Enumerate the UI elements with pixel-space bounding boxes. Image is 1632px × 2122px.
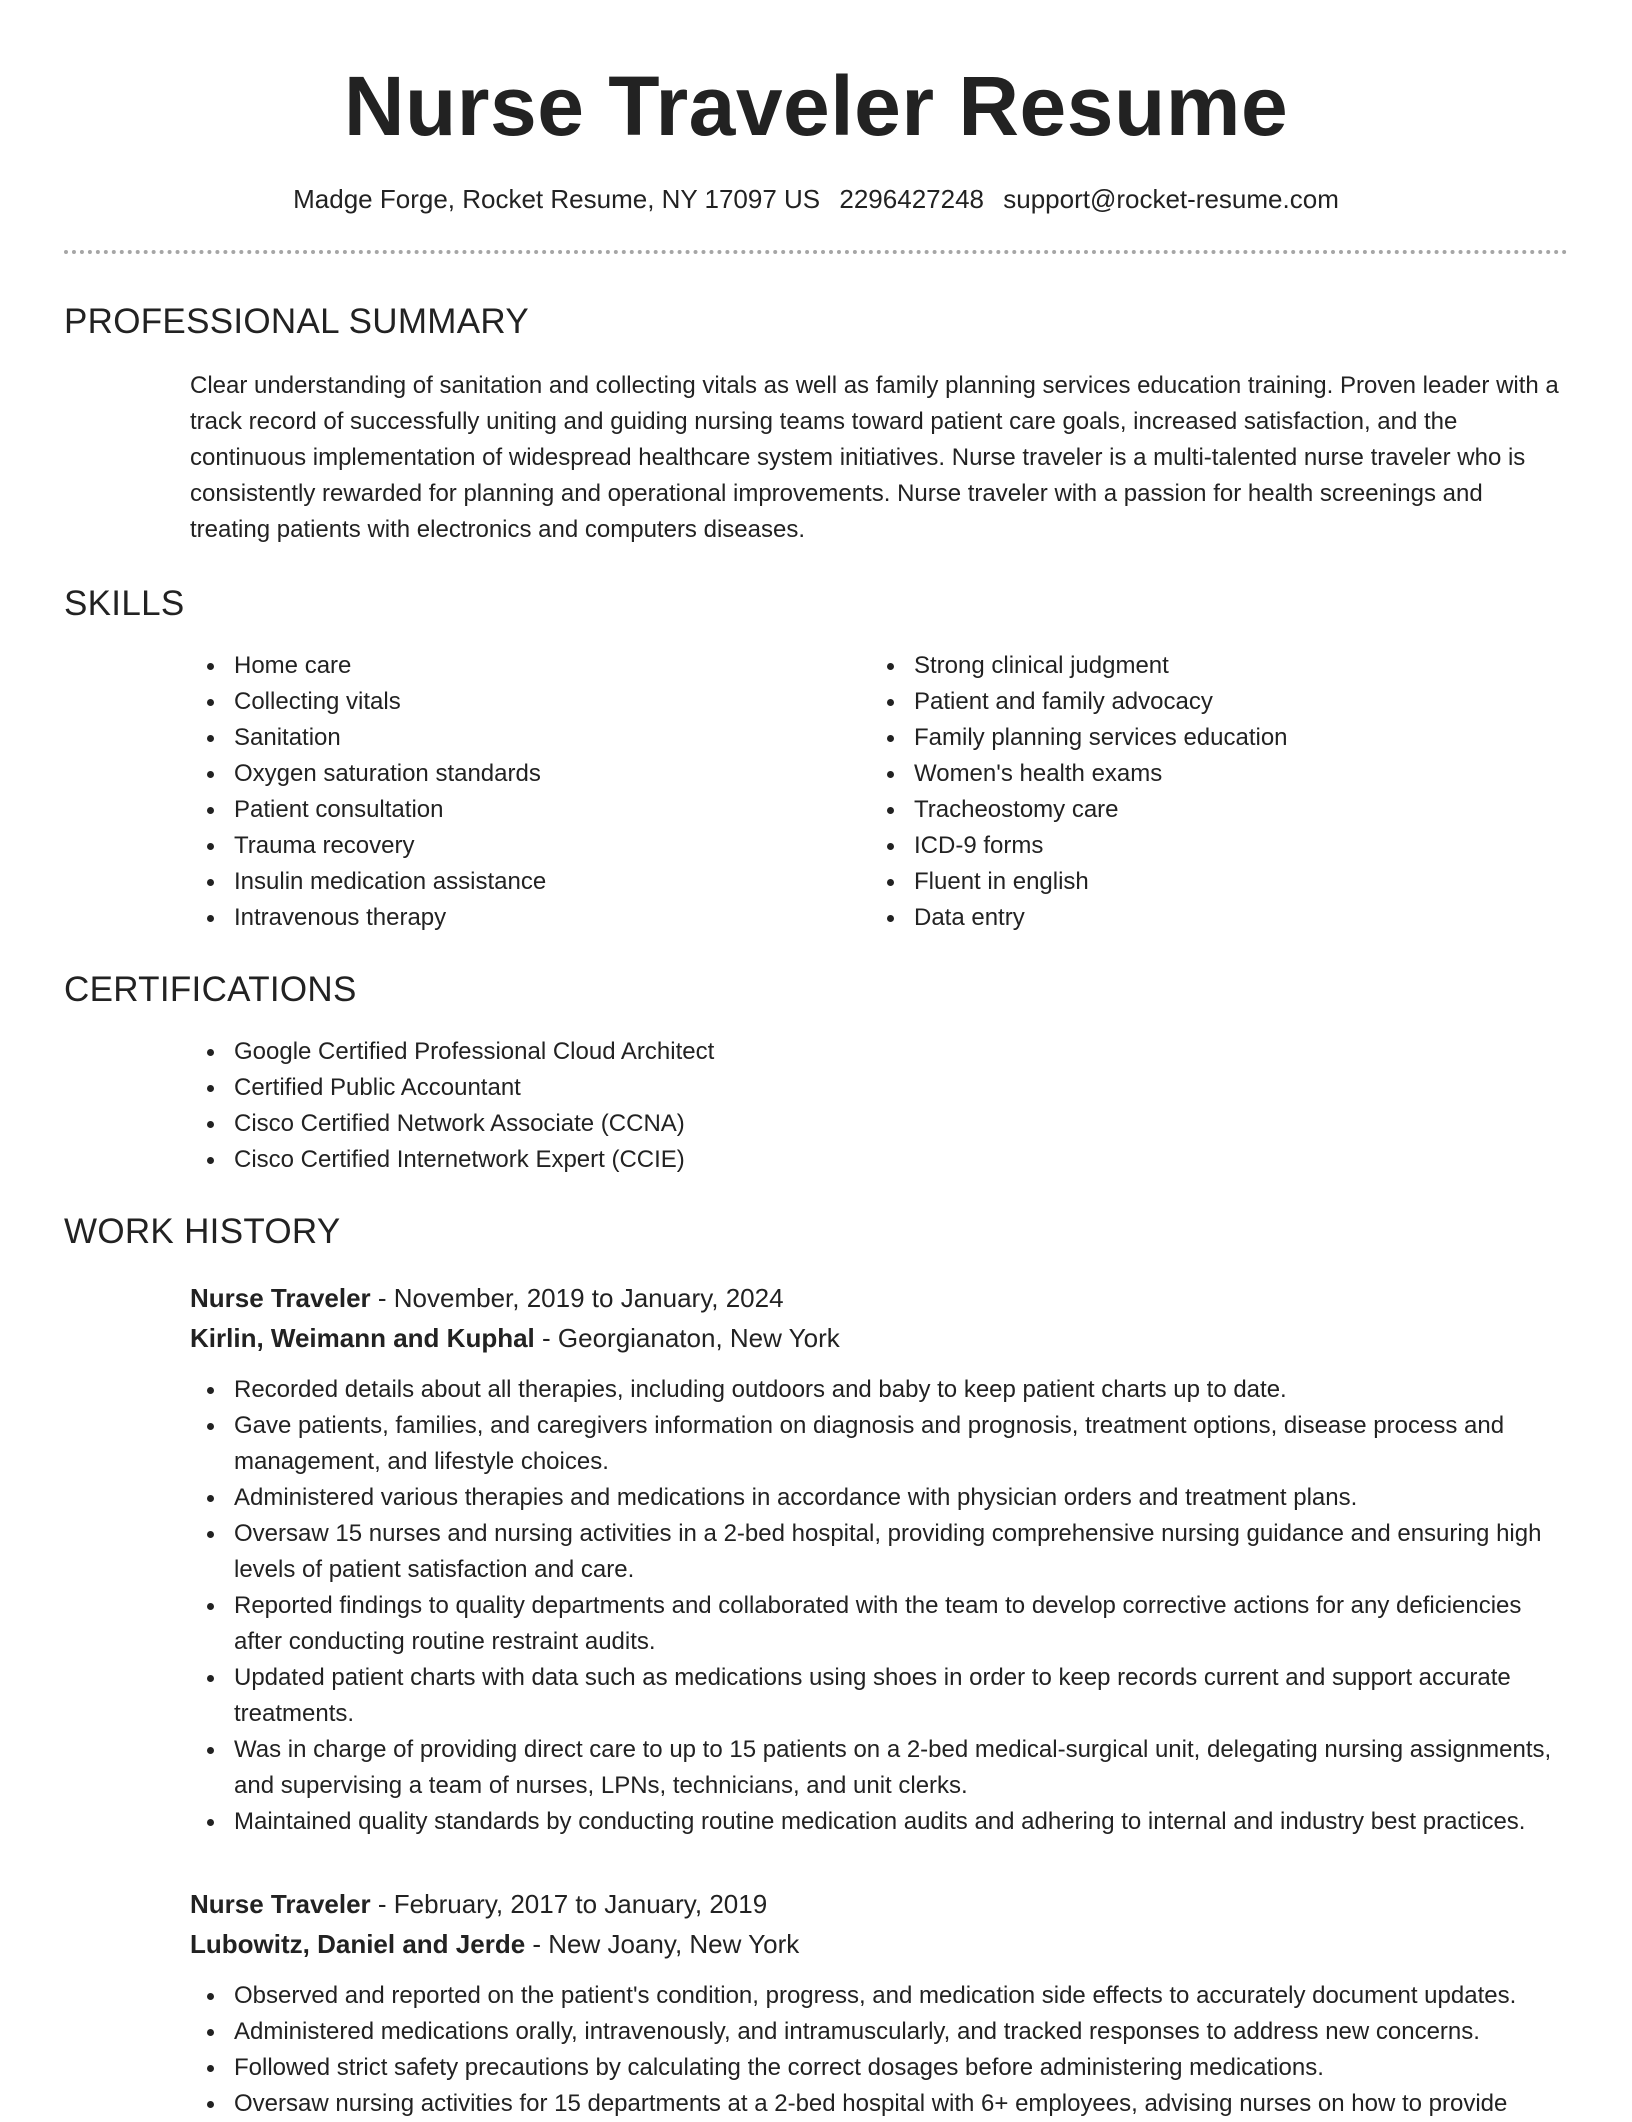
job-dates: - November, 2019 to January, 2024 xyxy=(370,1283,784,1313)
skill-item: Fluent in english xyxy=(870,864,1510,900)
certifications-heading: CERTIFICATIONS xyxy=(64,970,357,1009)
job-bullet: Maintained quality standards by conducting routine medication audits and adhering to internal and industry best practices. xyxy=(190,1804,1568,1840)
skill-item: Data entry xyxy=(870,900,1510,936)
skills-heading: SKILLS xyxy=(64,584,185,623)
skill-item: Strong clinical judgment xyxy=(870,648,1510,684)
skill-item: Insulin medication assistance xyxy=(190,864,870,900)
skill-item: Trauma recovery xyxy=(190,828,870,864)
header-divider xyxy=(64,250,1568,254)
skills-columns xyxy=(64,648,1568,936)
contact-address: Madge Forge, Rocket Resume, NY 17097 US xyxy=(293,184,821,214)
job-bullet: Oversaw nursing activities for 15 departments at a 2-bed hospital with 6+ employees, advising nurses on how to provide xyxy=(190,2086,1568,2122)
skill-item: Collecting vitals xyxy=(190,684,870,720)
job-bullet: Oversaw 15 nurses and nursing activities in a 2-bed hospital, providing comprehensive nursing guidance and ensuring high levels of patient satisfaction and care. xyxy=(190,1516,1568,1588)
summary-heading: PROFESSIONAL SUMMARY xyxy=(64,302,529,341)
certifications-list xyxy=(190,1034,1568,1178)
skills-section xyxy=(64,582,1568,936)
skill-item: Intravenous therapy xyxy=(190,900,870,936)
skill-item: Patient consultation xyxy=(190,792,870,828)
certification-item: Cisco Certified Internetwork Expert (CCIE) xyxy=(190,1142,1568,1178)
skills-list-right xyxy=(870,648,1510,936)
skill-item: Home care xyxy=(190,648,870,684)
skill-item: Sanitation xyxy=(190,720,870,756)
job-company-line xyxy=(190,1318,1568,1358)
skills-list-left xyxy=(190,648,870,936)
job-bullet: Followed strict safety precautions by calculating the correct dosages before administering medications. xyxy=(190,2050,1568,2086)
job-title-line xyxy=(190,1884,1568,1924)
job-bullet: Administered medications orally, intravenously, and intramuscularly, and tracked responses to address new concerns. xyxy=(190,2014,1568,2050)
job-title: Nurse Traveler xyxy=(190,1283,371,1313)
job-entry xyxy=(190,1278,1568,1840)
job-bullets xyxy=(190,1978,1568,2122)
job-title-line xyxy=(190,1278,1568,1318)
job-company-line xyxy=(190,1924,1568,1964)
job-bullets xyxy=(190,1372,1568,1840)
job-location: - Georgianaton, New York xyxy=(534,1323,840,1353)
job-bullet: Recorded details about all therapies, including outdoors and baby to keep patient charts up to date. xyxy=(190,1372,1568,1408)
job-bullet: Reported findings to quality departments and collaborated with the team to develop corrective actions for any deficiencies after conducting routine restraint audits. xyxy=(190,1588,1568,1660)
skill-item: Oxygen saturation standards xyxy=(190,756,870,792)
summary-section xyxy=(64,300,1568,548)
skill-item: Women's health exams xyxy=(870,756,1510,792)
contact-email: support@rocket-resume.com xyxy=(1003,184,1339,214)
job-bullet: Updated patient charts with data such as medications using shoes in order to keep records current and support accurate treatments. xyxy=(190,1660,1568,1732)
resume-page xyxy=(64,0,1568,2122)
skill-item: Family planning services education xyxy=(870,720,1510,756)
contact-line xyxy=(64,182,1568,216)
certification-item: Certified Public Accountant xyxy=(190,1070,1568,1106)
job-bullet: Was in charge of providing direct care to up to 15 patients on a 2-bed medical-surgical unit, delegating nursing assignments, and supervising a team of nurses, LPNs, technicians, and unit clerks. xyxy=(190,1732,1568,1804)
job-bullet: Administered various therapies and medications in accordance with physician orders and treatment plans. xyxy=(190,1480,1568,1516)
certification-item: Cisco Certified Network Associate (CCNA) xyxy=(190,1106,1568,1142)
summary-text: Clear understanding of sanitation and collecting vitals as well as family planning services education training. Proven leader with a track record of successfully uniting and guiding nursing teams toward patient care goals, increased satisfaction, and the continuous implementation of widespread healthcare system initiatives. Nurse traveler is a multi-talented nurse traveler who is consistently rewarded for planning and operational improvements. Nurse traveler with a passion for health screenings and treating patients with electronics and computers diseases. xyxy=(190,372,1559,543)
work-history-section xyxy=(64,1210,1568,2122)
job-location: - New Joany, New York xyxy=(525,1929,800,1959)
skill-item: Tracheostomy care xyxy=(870,792,1510,828)
work-history-heading: WORK HISTORY xyxy=(64,1212,341,1251)
skill-item: ICD-9 forms xyxy=(870,828,1510,864)
contact-phone: 2296427248 xyxy=(839,184,984,214)
certifications-section xyxy=(64,968,1568,1178)
job-company: Kirlin, Weimann and Kuphal xyxy=(190,1323,535,1353)
resume-title: Nurse Traveler Resume xyxy=(343,59,1289,153)
certification-item: Google Certified Professional Cloud Architect xyxy=(190,1034,1568,1070)
job-entry xyxy=(190,1884,1568,2122)
job-bullet: Gave patients, families, and caregivers information on diagnosis and prognosis, treatment options, disease process and management, and lifestyle choices. xyxy=(190,1408,1568,1480)
job-dates: - February, 2017 to January, 2019 xyxy=(370,1889,768,1919)
job-title: Nurse Traveler xyxy=(190,1889,371,1919)
job-company: Lubowitz, Daniel and Jerde xyxy=(190,1929,526,1959)
job-bullet: Observed and reported on the patient's condition, progress, and medication side effects to accurately document updates. xyxy=(190,1978,1568,2014)
skill-item: Patient and family advocacy xyxy=(870,684,1510,720)
